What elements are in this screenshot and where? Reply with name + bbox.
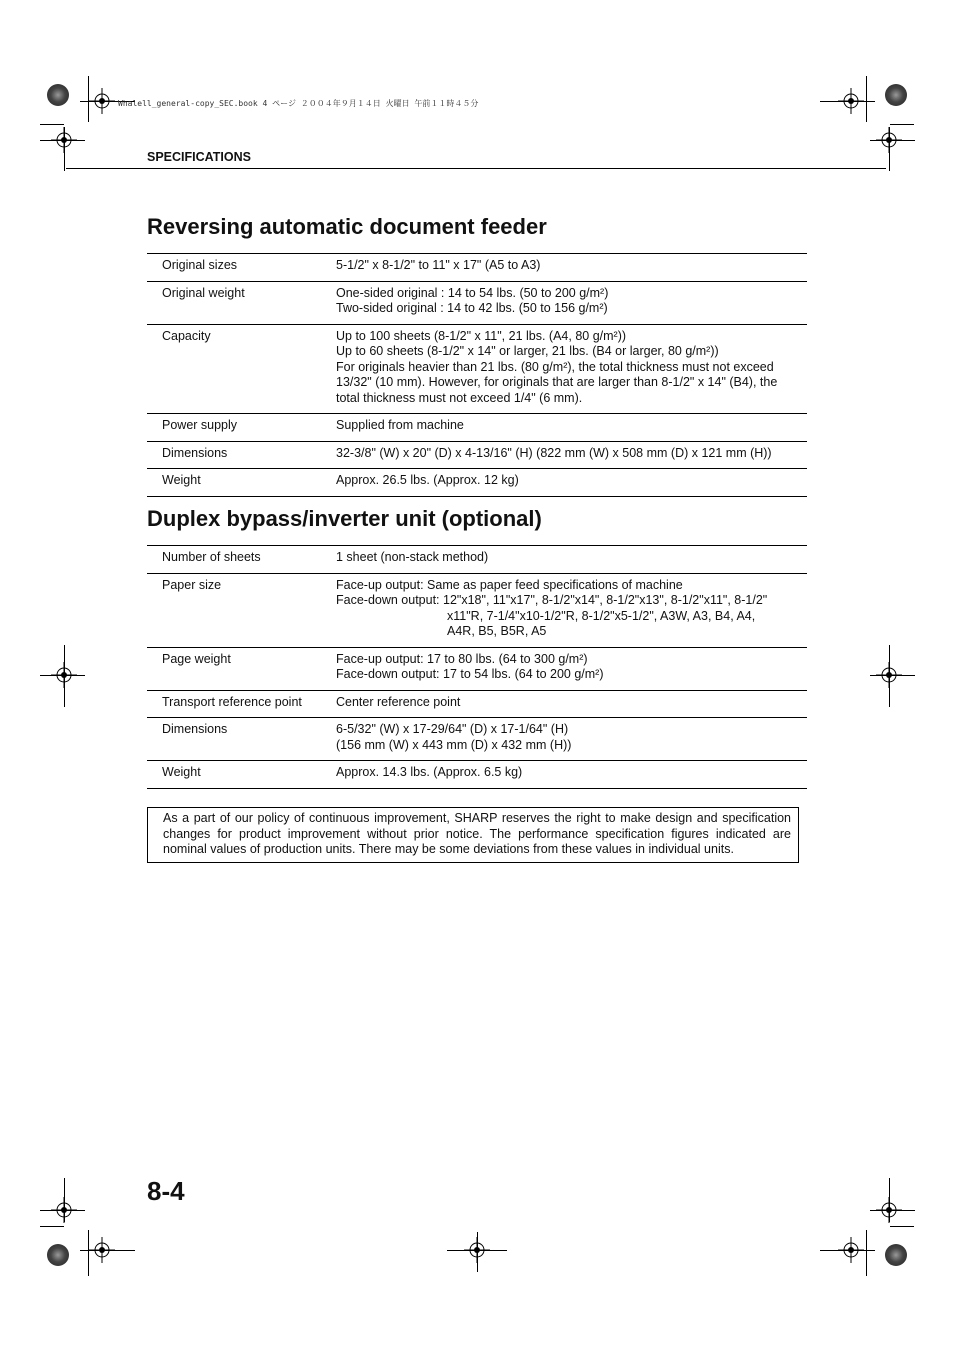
crosshair-icon bbox=[876, 127, 902, 153]
file-info: Whalell_general-copy_SEC.book 4 ページ ２００４年９月１４日 火曜日 午前１１時４５分 bbox=[118, 99, 479, 108]
table-row bbox=[147, 254, 807, 282]
registration-dot bbox=[885, 84, 907, 106]
crosshair-icon bbox=[838, 88, 864, 114]
table-row bbox=[147, 690, 807, 718]
page-number: 8-4 bbox=[147, 1176, 185, 1206]
spec-value: 1 sheet (non-stack method) bbox=[330, 546, 807, 574]
spec-label: Weight bbox=[147, 761, 330, 789]
spec-label: Dimensions bbox=[147, 718, 330, 761]
spec-label: Page weight bbox=[147, 647, 330, 690]
spec-label: Weight bbox=[147, 469, 330, 497]
improvement-notice: As a part of our policy of continuous improvement, SHARP reserves the right to make design and specification changes for product improvement without prior notice. The performance specification figures indicated are nominal values of production units. There may be some deviations from these values in individual units. bbox=[147, 807, 799, 863]
crosshair-icon bbox=[51, 127, 77, 153]
registration-dot bbox=[47, 1244, 69, 1266]
spec-label: Paper size bbox=[147, 573, 330, 647]
running-head: SPECIFICATIONS bbox=[147, 150, 251, 164]
spec-label: Capacity bbox=[147, 324, 330, 414]
spec-value: Face-up output: 17 to 80 lbs. (64 to 300 g/m²) Face-down output: 17 to 54 lbs. (64 to 200 g/m²) bbox=[330, 647, 807, 690]
crosshair-icon bbox=[464, 1237, 490, 1263]
section-title-duplex: Duplex bypass/inverter unit (optional) bbox=[147, 506, 542, 531]
spec-label: Original weight bbox=[147, 281, 330, 324]
spec-label: Power supply bbox=[147, 414, 330, 442]
spec-value: 32-3/8" (W) x 20" (D) x 4-13/16" (H) (822 mm (W) x 508 mm (D) x 121 mm (H)) bbox=[330, 441, 807, 469]
spec-value: Approx. 26.5 lbs. (Approx. 12 kg) bbox=[330, 469, 807, 497]
section-title-feeder: Reversing automatic document feeder bbox=[147, 214, 547, 239]
crosshair-icon bbox=[51, 1197, 77, 1223]
table-row bbox=[147, 546, 807, 574]
registration-dot bbox=[47, 84, 69, 106]
header-rule bbox=[66, 168, 886, 169]
crosshair-icon bbox=[876, 662, 902, 688]
table-row bbox=[147, 573, 807, 647]
table-row bbox=[147, 761, 807, 789]
spec-label: Dimensions bbox=[147, 441, 330, 469]
spec-value: Center reference point bbox=[330, 690, 807, 718]
spec-value: Face-up output: Same as paper feed specifications of machine Face-down output: 12"x18", 11"x17", 8-1/2"x14", 8-1/2"x13", 8-1/2"x11", 8-1/2" x11"R, 7-1/4"x10-1/2"R, 8-1/2"x5-1/2", A3W, A3, B4, A4, A4R, B5, B5R, A5 bbox=[330, 573, 807, 647]
table-row bbox=[147, 441, 807, 469]
spec-label: Number of sheets bbox=[147, 546, 330, 574]
table-row bbox=[147, 324, 807, 414]
crosshair-icon bbox=[876, 1197, 902, 1223]
spec-value: 6-5/32" (W) x 17-29/64" (D) x 17-1/64" (H) (156 mm (W) x 443 mm (D) x 432 mm (H)) bbox=[330, 718, 807, 761]
crosshair-icon bbox=[89, 88, 115, 114]
crosshair-icon bbox=[51, 662, 77, 688]
duplex-spec-table bbox=[147, 545, 807, 789]
registration-dot bbox=[885, 1244, 907, 1266]
spec-value: Up to 100 sheets (8-1/2" x 11", 21 lbs. (A4, 80 g/m²)) Up to 60 sheets (8-1/2" x 14" or larger, 21 lbs. (B4 or larger, 80 g/m²)) For originals heavier than 21 lbs. (80 g/m²), the total thickness must not exceed 13/32" (10 mm). However, for originals that are larger than 8-1/2" x 14" (B4), the total thickness must not exceed 1/4" (6 mm). bbox=[330, 324, 807, 414]
table-row bbox=[147, 718, 807, 761]
spec-value: 5-1/2" x 8-1/2" to 11" x 17" (A5 to A3) bbox=[330, 254, 807, 282]
table-row bbox=[147, 414, 807, 442]
table-row bbox=[147, 469, 807, 497]
spec-label: Transport reference point bbox=[147, 690, 330, 718]
spec-value: One-sided original : 14 to 54 lbs. (50 to 200 g/m²) Two-sided original : 14 to 42 lbs. (50 to 156 g/m²) bbox=[330, 281, 807, 324]
spec-value: Approx. 14.3 lbs. (Approx. 6.5 kg) bbox=[330, 761, 807, 789]
spec-value: Supplied from machine bbox=[330, 414, 807, 442]
crosshair-icon bbox=[89, 1237, 115, 1263]
spec-label: Original sizes bbox=[147, 254, 330, 282]
crosshair-icon bbox=[838, 1237, 864, 1263]
table-row bbox=[147, 281, 807, 324]
table-row bbox=[147, 647, 807, 690]
feeder-spec-table bbox=[147, 253, 807, 497]
